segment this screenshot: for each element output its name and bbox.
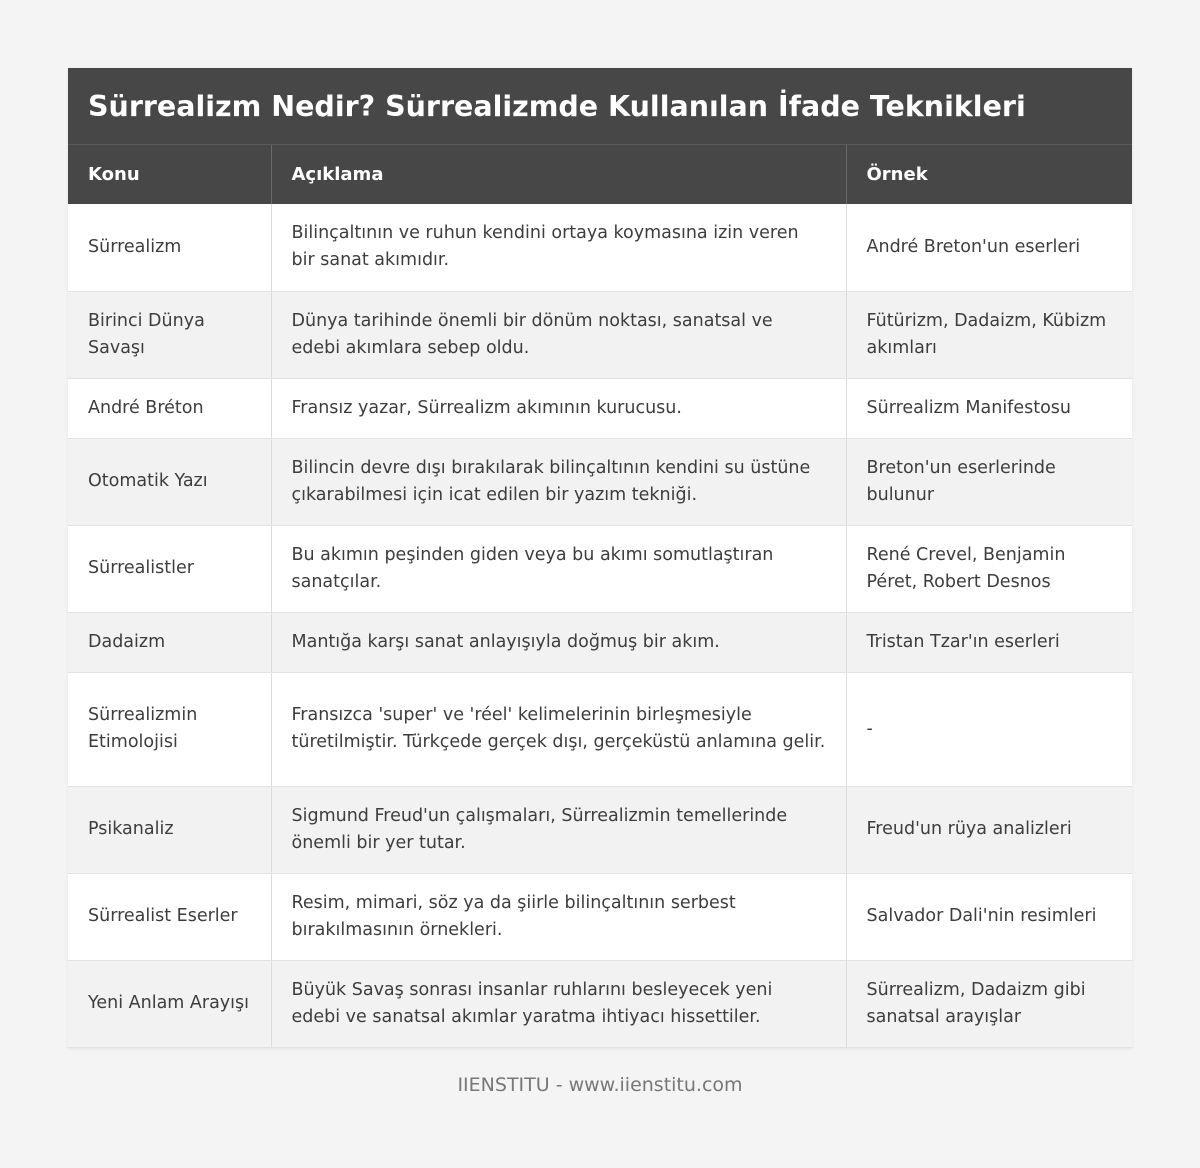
table-row xyxy=(68,672,1132,786)
data-table xyxy=(68,145,1132,1048)
cell-aciklama: Dünya tarihinde önemli bir dönüm noktası, sanatsal ve edebi akımlara sebep oldu. xyxy=(271,291,846,378)
cell-ornek: Freud'un rüya analizleri xyxy=(846,786,1132,873)
cell-konu: Sürrealistler xyxy=(68,525,271,612)
cell-ornek: Tristan Tzar'ın eserleri xyxy=(846,612,1132,672)
table-row xyxy=(68,873,1132,960)
cell-konu: Sürrealizmin Etimolojisi xyxy=(68,672,271,786)
table-row xyxy=(68,960,1132,1047)
cell-ornek: Breton'un eserlerinde bulunur xyxy=(846,438,1132,525)
cell-aciklama: Mantığa karşı sanat anlayışıyla doğmuş bir akım. xyxy=(271,612,846,672)
cell-konu: Sürrealist Eserler xyxy=(68,873,271,960)
cell-aciklama: Fransızca 'super' ve 'réel' kelimelerinin birleşmesiyle türetilmiştir. Türkçede gerçek dışı, gerçeküstü anlamına gelir. xyxy=(271,672,846,786)
table-row xyxy=(68,786,1132,873)
cell-konu: Otomatik Yazı xyxy=(68,438,271,525)
cell-konu: André Bréton xyxy=(68,378,271,438)
page-title: Sürrealizm Nedir? Sürrealizmde Kullanılan İfade Teknikleri xyxy=(88,89,1026,123)
cell-aciklama: Bilincin devre dışı bırakılarak bilinçaltının kendini su üstüne çıkarabilmesi için icat edilen bir yazım tekniği. xyxy=(271,438,846,525)
cell-aciklama: Resim, mimari, söz ya da şiirle bilinçaltının serbest bırakılmasının örnekleri. xyxy=(271,873,846,960)
table-row xyxy=(68,438,1132,525)
cell-ornek: Fütürizm, Dadaizm, Kübizm akımları xyxy=(846,291,1132,378)
cell-aciklama: Büyük Savaş sonrası insanlar ruhlarını besleyecek yeni edebi ve sanatsal akımlar yaratma ihtiyacı hissettiler. xyxy=(271,960,846,1047)
column-header-aciklama: Açıklama xyxy=(271,145,846,204)
table-row xyxy=(68,291,1132,378)
cell-aciklama: Bu akımın peşinden giden veya bu akımı somutlaştıran sanatçılar. xyxy=(271,525,846,612)
cell-konu: Dadaizm xyxy=(68,612,271,672)
cell-ornek: André Breton'un eserleri xyxy=(846,204,1132,291)
cell-konu: Birinci Dünya Savaşı xyxy=(68,291,271,378)
cell-konu: Sürrealizm xyxy=(68,204,271,291)
cell-aciklama: Fransız yazar, Sürrealizm akımının kurucusu. xyxy=(271,378,846,438)
cell-aciklama: Sigmund Freud'un çalışmaları, Sürrealizmin temellerinde önemli bir yer tutar. xyxy=(271,786,846,873)
cell-ornek: Salvador Dali'nin resimleri xyxy=(846,873,1132,960)
column-header-konu: Konu xyxy=(68,145,271,204)
table-card xyxy=(68,68,1132,1048)
table-row xyxy=(68,612,1132,672)
cell-ornek: René Crevel, Benjamin Péret, Robert Desnos xyxy=(846,525,1132,612)
cell-aciklama: Bilinçaltının ve ruhun kendini ortaya koymasına izin veren bir sanat akımıdır. xyxy=(271,204,846,291)
cell-konu: Yeni Anlam Arayışı xyxy=(68,960,271,1047)
table-row xyxy=(68,204,1132,291)
title-bar xyxy=(68,68,1132,145)
cell-ornek: - xyxy=(846,672,1132,786)
cell-ornek: Sürrealizm Manifestosu xyxy=(846,378,1132,438)
table-row xyxy=(68,525,1132,612)
column-header-ornek: Örnek xyxy=(846,145,1132,204)
cell-konu: Psikanaliz xyxy=(68,786,271,873)
table-row xyxy=(68,378,1132,438)
footer-credit: IIENSTITU - www.iienstitu.com xyxy=(457,1074,743,1096)
cell-ornek: Sürrealizm, Dadaizm gibi sanatsal arayışlar xyxy=(846,960,1132,1047)
table-header-row xyxy=(68,145,1132,204)
